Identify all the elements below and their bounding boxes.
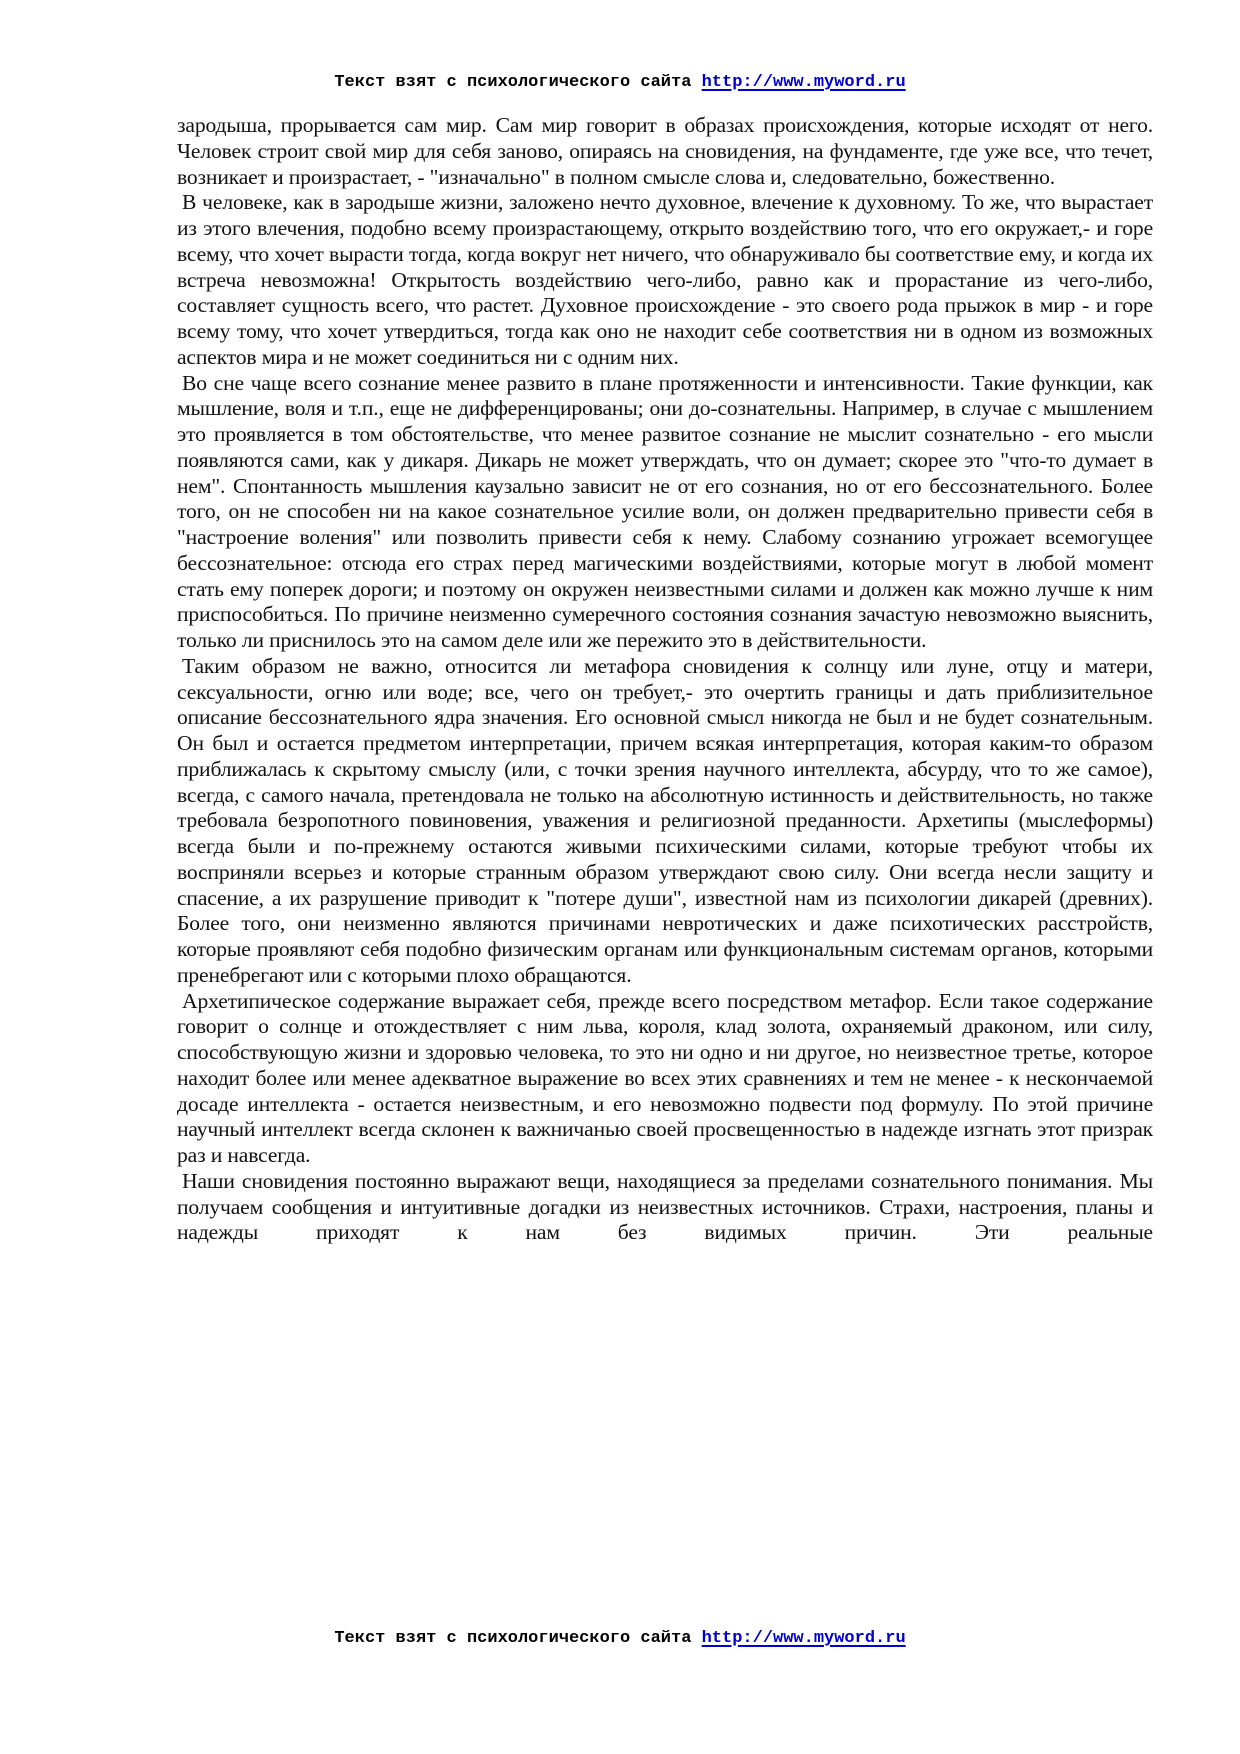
footer-site-link[interactable]: http://www.myword.ru	[701, 1629, 906, 1648]
paragraph: Таким образом не важно, относится ли метафора сновидения к солнцу или луне, отцу и матери, сексуальности, огню или воде; все, чего он требует,- это очертить границы и дать приблизительное описание бессознательного ядра значения. Его основной смысл никогда не был и не будет сознательным. Он был и остается предметом интерпретации, причем всякая интерпретация, которая каким-то образом приближалась к скрытому смыслу (или, с точки зрения научного интеллекта, абсурду, что то же самое), всегда, с самого начала, претендовала не только на абсолютную истинность и действительность, но также требовала безропотного повиновения, уважения и религиозной преданности. Архетипы (мыслеформы) всегда были и по-прежнему остаются живыми психическими силами, которые требуют чтобы их восприняли всерьез и которые странным образом утверждают свою силу. Они всегда несли защиту и спасение, а их разрушение приводит к "потере души", известной нам из психологии дикарей (древних). Более того, они неизменно являются причинами невротических и даже психотических расстройств, которые проявляют себя подобно физическим органам или функциональным системам органов, которыми пренебрегают или с которыми плохо обращаются.	[177, 653, 1153, 987]
header-source-text: Текст взят с психологического сайта	[334, 73, 702, 92]
body-text	[177, 113, 1153, 1246]
page-header	[0, 73, 1240, 93]
paragraph: Архетипическое содержание выражает себя, прежде всего посредством метафор. Если такое содержание говорит о солнце и отождествляет с ним льва, короля, клад золота, охраняемый драконом, или силу, способствующую жизни и здоровью человека, то это ни одно и ни другое, но неизвестное третье, которое находит более или менее адекватное выражение во всех этих сравнениях и тем не менее - к нескончаемой досаде интеллекта - остается неизвестным, и его невозможно подвести под формулу. По этой причине научный интеллект всегда склонен к важничанью своей просвещенностью в надежде изгнать этот призрак раз и навсегда.	[177, 988, 1153, 1167]
paragraph: В человеке, как в зародыше жизни, заложено нечто духовное, влечение к духовному. То же, что вырастает из этого влечения, подобно всему произрастающему, открыто воздействию того, что его окружает,- и горе всему, что хочет вырасти тогда, когда вокруг нет ничего, что обнаруживало бы соответствие ему, и когда их встреча невозможна! Открытость воздействию чего-либо, равно как и прорастание из чего-либо, составляет сущность всего, что растет. Духовное происхождение - это своего рода прыжок в мир - и горе всему тому, что хочет утвердиться, тогда как оно не находит себе соответствия ни в одном из возможных аспектов мира и не может соединиться ни с одним них.	[177, 190, 1153, 369]
page-footer	[0, 1629, 1240, 1649]
footer-source-text: Текст взят с психологического сайта	[334, 1629, 702, 1648]
header-site-link[interactable]: http://www.myword.ru	[701, 73, 906, 92]
paragraph-continued: зародыша, прорывается сам мир. Сам мир говорит в образах происхождения, которые исходят от него. Человек строит свой мир для себя заново, опираясь на сновидения, на фундаменте, где уже все, что течет, возникает и произрастает, - "изначально" в полном смысле слова и, следовательно, божественно.	[177, 113, 1153, 189]
paragraph: Во сне чаще всего сознание менее развито в плане протяженности и интенсивности. Такие функции, как мышление, воля и т.п., еще не дифференцированы; они до-сознательны. Например, в случае с мышлением это проявляется в том обстоятельстве, что менее развитое сознание не мыслит сознательно - его мысли появляются сами, как у дикаря. Дикарь не может утверждать, что он думает; скорее это "что-то думает в нем". Спонтанность мышления каузально зависит не от его сознания, но от его бессознательного. Более того, он не способен ни на какое сознательное усилие воли, он должен предварительно привести себя в "настроение воления" или позволить привести себя к нему. Слабому сознанию угрожает всемогущее бессознательное: отсюда его страх перед магическими воздействиями, которые могут в любой момент стать ему поперек дороги; и поэтому он окружен неизвестными силами и должен как можно лучше к ним приспособиться. По причине неизменно сумеречного состояния сознания зачастую невозможно выяснить, только ли приснилось это на самом деле или же пережито это в действительности.	[177, 370, 1153, 652]
paragraph-continues: Наши сновидения постоянно выражают вещи, находящиеся за пределами сознательного понимания. Мы получаем сообщения и интуитивные догадки из неизвестных источников. Страхи, настроения, планы и надежды приходят к нам без видимых причин. Эти реальные	[177, 1168, 1153, 1245]
